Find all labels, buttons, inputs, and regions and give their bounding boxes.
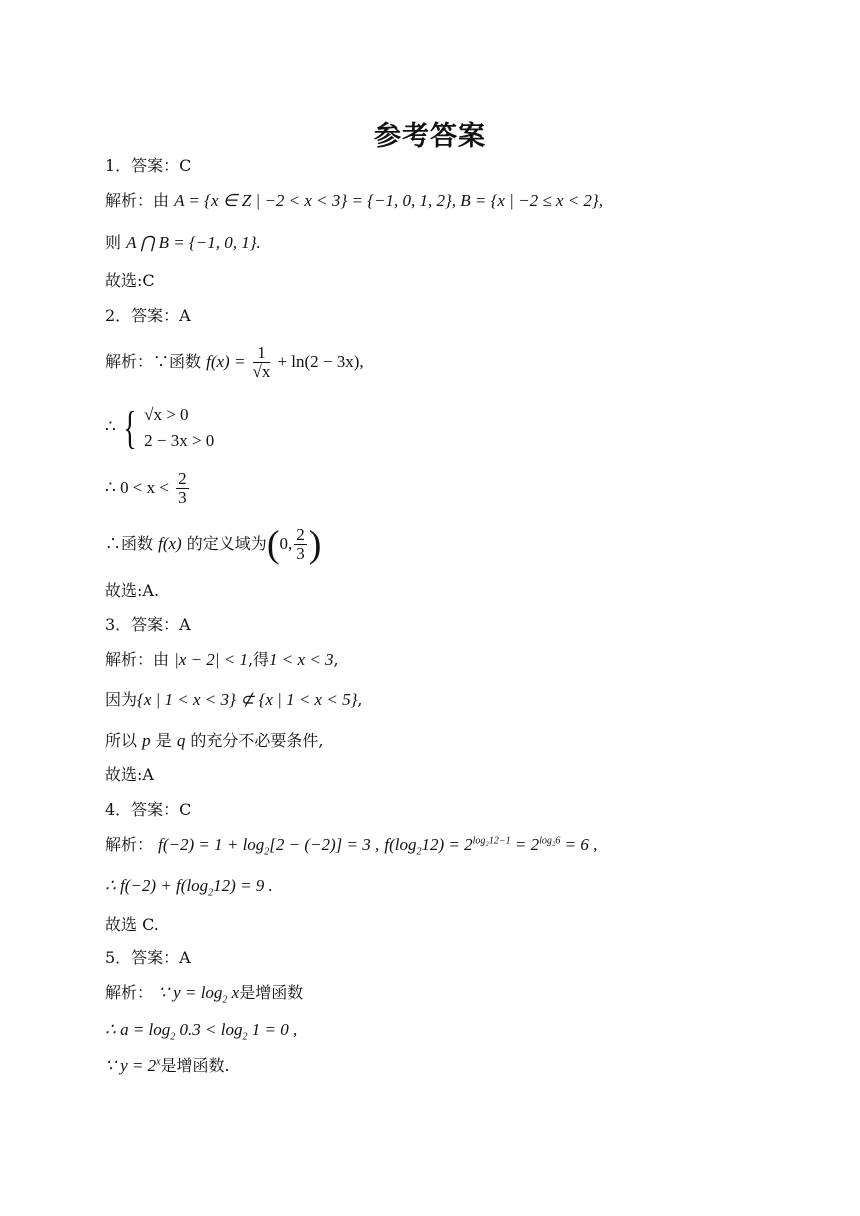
q4-analysis-line2 — [105, 876, 273, 899]
q5-analysis-line2 — [105, 1020, 298, 1043]
q5-exp-a: ∵ y = 2 — [105, 1056, 157, 1075]
q2-fraction-denominator: √x — [252, 362, 271, 381]
q1-conclusion: 故选:C — [105, 271, 155, 290]
q2-function-rest: + ln(2 − 3x), — [277, 352, 364, 371]
q2-range-inequality: ∴ 0 < x < — [105, 478, 169, 497]
q2-range-fraction — [176, 470, 189, 507]
q4-conclusion: 故选 C. — [105, 915, 159, 934]
q2-interval-denominator: 3 — [296, 544, 305, 563]
q3-q: q — [176, 731, 186, 750]
q5-a-formula — [105, 1020, 298, 1043]
q5-increasing-text: 是增函数 — [239, 983, 304, 1002]
q2-system-row1: √x > 0 — [144, 404, 189, 424]
q2-right-paren: ) — [308, 523, 322, 566]
q4-formula-c-sub: 2 — [416, 846, 422, 858]
q5-a-sub2: 2 — [242, 1031, 248, 1043]
q2-interval-left: 0, — [279, 534, 293, 553]
q4-formula-d-sup: log₂12−1 — [472, 835, 511, 847]
page-title: 参考答案 — [374, 121, 486, 152]
q5-a-part1: ∴ a = log — [105, 1020, 171, 1039]
q5-analysis-line1 — [105, 983, 304, 1006]
q4-sum-sub: 2 — [208, 887, 214, 899]
q2-domain-fx: f(x) — [158, 534, 182, 553]
q4-formula-a — [158, 835, 380, 858]
q4-formula-c-text: f(log — [384, 835, 417, 854]
q5-log-sub: 2 — [222, 994, 228, 1006]
q4-formula-e-text: = 2 — [514, 835, 540, 854]
q4-formula-b-text: [2 − (−2)] = 3 , — [269, 835, 380, 854]
q2-left-paren: ( — [266, 523, 280, 566]
q5-a-part3: 1 = 0 , — [251, 1020, 298, 1039]
q3-analysis-line2 — [105, 690, 362, 710]
q3-subset-formula: {x | 1 < x < 3} ⊄ {x | 1 < x < 5} — [137, 690, 358, 709]
q2-range-line — [105, 466, 191, 510]
q2-system — [105, 400, 214, 454]
q1-heading: 1．答案：C — [105, 156, 192, 175]
q5-log-a: ∵ y = log — [158, 983, 223, 1002]
q3-abs-inequality: |x − 2| < 1 — [174, 650, 248, 669]
q3-comma: , — [333, 650, 339, 669]
q2-system-row2: 2 − 3x > 0 — [144, 430, 215, 450]
q1-then-label: 则 — [105, 233, 122, 252]
q5-analysis-line3 — [105, 1056, 230, 1076]
q2-system-rows — [144, 402, 214, 454]
q3-is: 是 — [155, 731, 172, 750]
q5-exp-function — [105, 1056, 161, 1075]
q2-analysis-line1 — [105, 340, 364, 384]
q2-interval-fraction — [294, 526, 307, 563]
q4-formula-a-sub: 2 — [264, 846, 270, 858]
q5-exp-sup: x — [156, 1056, 161, 1068]
q1-analysis-label: 解析：由 — [105, 191, 170, 210]
q5-log-x: x — [231, 983, 240, 1002]
q5-exp-increasing-text: 是增函数. — [160, 1056, 230, 1075]
q2-domain-prefix: ∴函数 — [105, 534, 154, 553]
q4-sum-a: ∴ f(−2) + f(log — [105, 876, 209, 895]
q2-range-numerator: 2 — [178, 469, 187, 488]
q2-domain-text: 的定义域为 — [186, 534, 267, 553]
q1-analysis-line2 — [105, 233, 261, 253]
q4-sum-b: 12) = 9 . — [213, 876, 273, 895]
q3-analysis-label: 解析：由 — [105, 650, 170, 669]
q4-analysis-label: 解析： — [105, 835, 154, 854]
q3-because-label: 因为 — [105, 690, 138, 709]
q4-formula-f-text: = 6 , — [564, 835, 598, 854]
q2-fraction-numerator: 1 — [253, 344, 271, 363]
q4-formula-e-sup: log₂6 — [539, 835, 561, 847]
q4-formula-a-text: f(−2) = 1 + log — [158, 835, 265, 854]
q2-therefore-symbol: ∴ — [105, 417, 116, 436]
q1-set-formula: A = {x ∈ Z | −2 < x < 3} = {−1, 0, 1, 2}, B = {x | −2 ≤ x < 2}, — [174, 191, 603, 210]
q3-range: 1 < x < 3 — [269, 650, 334, 669]
q3-analysis-line1 — [105, 650, 339, 670]
q2-conclusion: 故选:A. — [105, 581, 160, 600]
q5-heading: 5．答案：A — [105, 948, 191, 967]
q3-comma2: , — [357, 690, 363, 709]
q3-analysis-line3 — [105, 731, 324, 751]
q3-so-label: 所以 — [105, 731, 138, 750]
q4-formula-d-text: 12) = 2 — [421, 835, 473, 854]
q2-fraction — [253, 344, 271, 381]
q4-analysis-line1 — [105, 835, 598, 858]
q2-function-lhs: f(x) = — [206, 352, 246, 371]
q4-heading: 4．答案：C — [105, 800, 192, 819]
q5-a-sub1: 2 — [170, 1031, 176, 1043]
q4-formula-c — [384, 835, 598, 858]
q2-left-brace: { — [123, 401, 137, 453]
q3-conclusion: 故选:A — [105, 765, 154, 784]
q2-heading: 2．答案：A — [105, 306, 191, 325]
q4-sum-formula — [105, 876, 273, 899]
q3-heading: 3．答案：A — [105, 615, 191, 634]
q5-log-function — [158, 983, 240, 1006]
q2-analysis-label: 解析：∵函数 — [105, 352, 202, 371]
q3-p: p — [142, 731, 151, 750]
q5-analysis-label: 解析： — [105, 983, 154, 1002]
q1-analysis-line1 — [105, 191, 603, 211]
q3-condition-text: 的充分不必要条件, — [190, 731, 324, 750]
q3-derive-text: ,得 — [247, 650, 270, 669]
q5-a-part2: 0.3 < log — [179, 1020, 243, 1039]
q2-interval-numerator: 2 — [296, 525, 305, 544]
q2-domain-line — [105, 522, 321, 566]
q1-intersection-formula: A ⋂ B = {−1, 0, 1}. — [126, 233, 261, 252]
q2-range-denominator: 3 — [178, 488, 187, 507]
